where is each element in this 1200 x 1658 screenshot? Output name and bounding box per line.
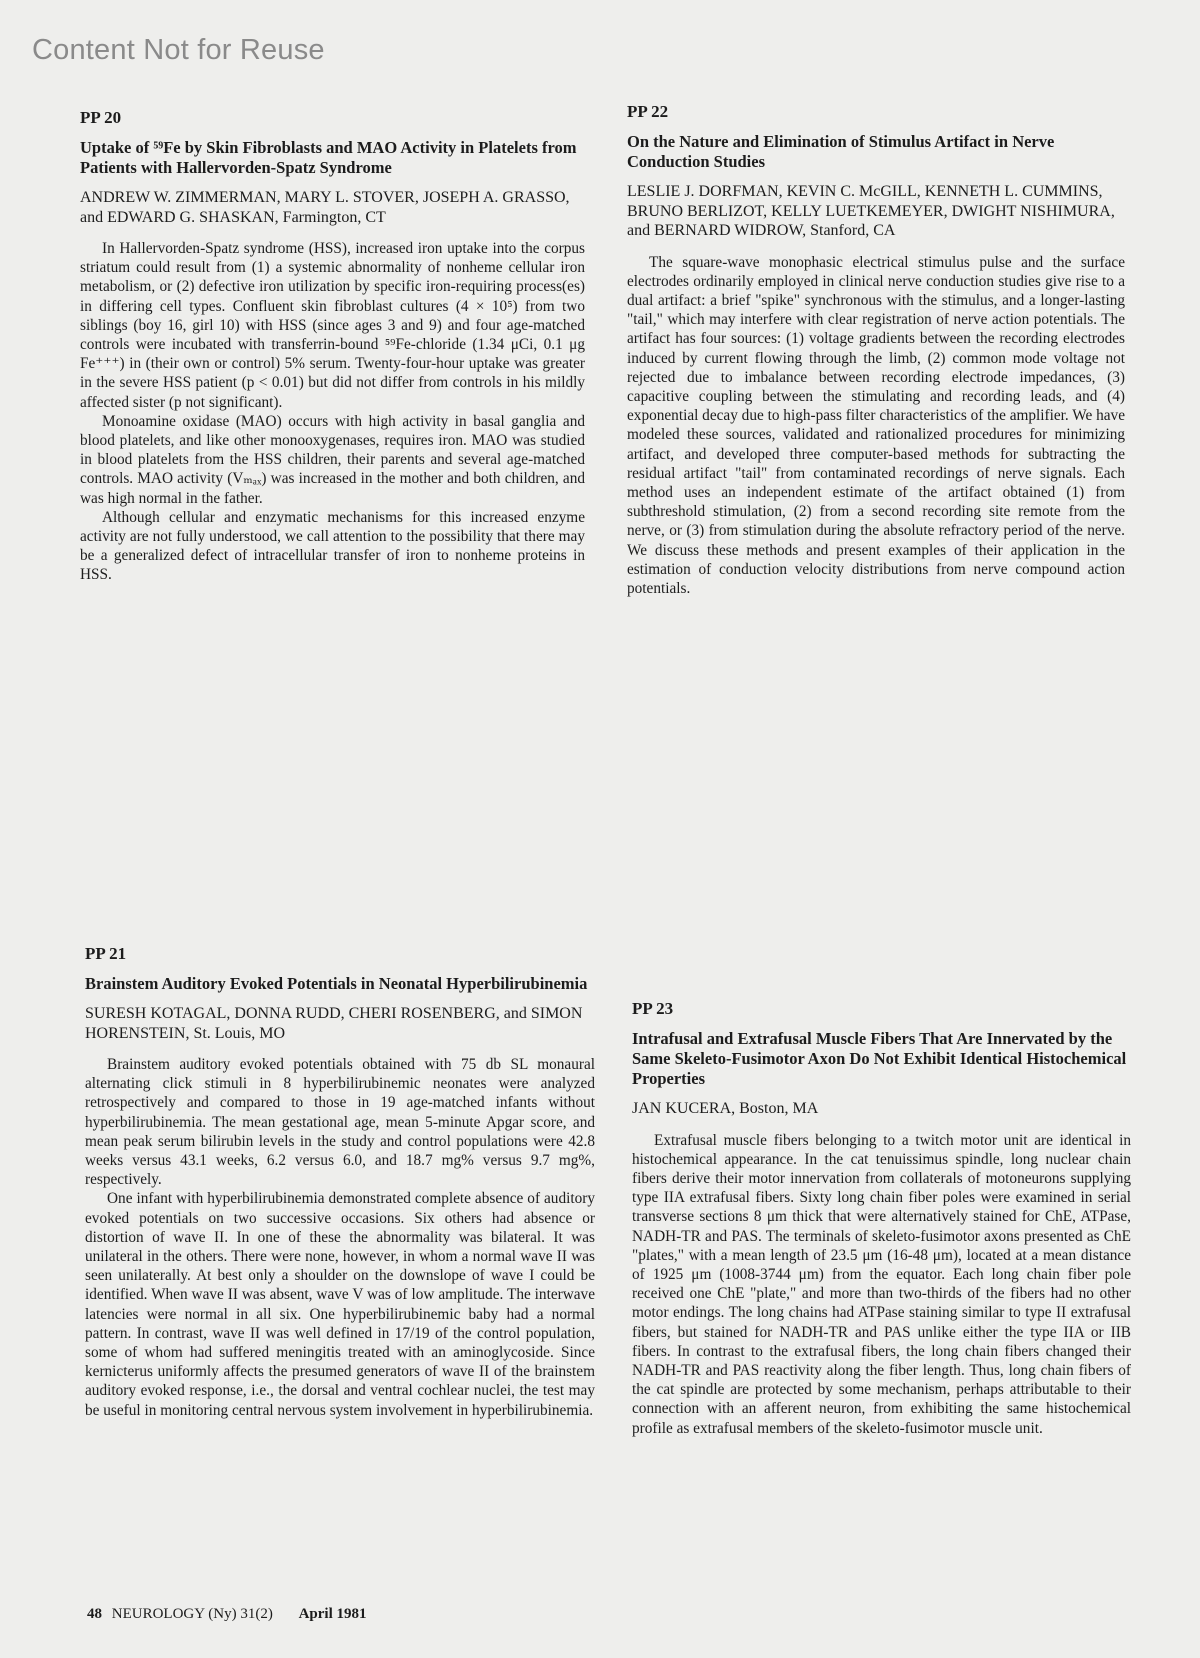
abstract-title: Intrafusal and Extrafusal Muscle Fibers That Are Innervated by the Same Skeleto-Fusimotor Axon Do Not Exhibit Identical Histochemical Properties <box>632 1029 1127 1088</box>
abstract-pp21 <box>85 944 595 1420</box>
abstract-paragraph: Brainstem auditory evoked potentials obtained with 75 db SL monaural alternating click stimuli in 8 hyperbilirubinemic neonates were analyzed retrospectively and compared to those in 19 age-matched infants without hyperbilirubinemia. The mean gestational age, mean 5-minute Apgar score, and mean peak serum bilirubin levels in the study and control populations were 42.8 weeks versus 43.1 weeks, 6.2 versus 6.0, and 18.7 mg% versus 9.7 mg%, respectively. <box>85 1056 595 1189</box>
abstract-id: PP 22 <box>627 102 669 121</box>
abstract-id: PP 23 <box>632 999 674 1018</box>
abstract-paragraph: The square-wave monophasic electrical stimulus pulse and the surface electrodes ordinarily employed in clinical nerve conduction studies give rise to a dual artifact: a brief "spike" synchronous with the stimulus, and a longer-lasting "tail," which may interfere with clear registration of nerve action potentials. The artifact has four sources: (1) voltage gradients between the recording electrodes induced by current flowing through the limb, (2) common mode voltage not rejected due to imbalance between recording electrode impedances, (3) capacitive coupling between the stimulating and recording leads, and (4) exponential decay due to high-pass filter characteristics of the amplifier. We have modeled these sources, validated and rationalized procedures for minimizing artifact, and developed three computer-based methods for subtracting the residual artifact "tail" from contaminated recordings of nerve signals. Each method uses an independent estimate of the artifact obtained (1) from subthreshold stimulation, (2) from a second recording site remote from the nerve, or (3) from stimulation during the absolute refractory period of the nerve. We discuss these methods and present examples of their application in the estimation of conduction velocity distributions from nerve compound action potentials. <box>627 253 1125 597</box>
page-number: 48 <box>87 1606 102 1622</box>
abstract-paragraph: One infant with hyperbilirubinemia demonstrated complete absence of auditory evoked potentials on two successive occasions. Six others had absence or distortion of wave II. In one of these the abnormality was bilateral. It was unilateral in the others. There were none, however, in whom a normal wave II was seen unilaterally. At best only a shoulder on the downslope of wave I could be identified. When wave II was absent, wave V was of low amplitude. The interwave latencies were normal in all six. One hyperbilirubinemic baby had a normal pattern. In contrast, wave II was well defined in 17/19 of the control population, some of whom had suffered meningitis treated with an aminoglycoside. Since kernicterus uniformly affects the presumed generators of wave II of the brainstem auditory evoked response, i.e., the dorsal and ventral cochlear nuclei, the test may be useful in monitoring central nervous system involvement in hyperbilirubinemia. <box>85 1190 595 1419</box>
abstract-authors: ANDREW W. ZIMMERMAN, MARY L. STOVER, JOSEPH A. GRASSO, and EDWARD G. SHASKAN, Farmington, CT <box>80 189 570 226</box>
abstract-pp20 <box>80 108 585 585</box>
abstract-body <box>627 253 1125 599</box>
abstract-title: Uptake of ⁵⁹Fe by Skin Fibroblasts and MAO Activity in Platelets from Patients with Hallervorden-Spatz Syndrome <box>80 138 577 177</box>
abstract-pp22 <box>627 102 1125 598</box>
journal-citation: NEUROLOGY (Ny) 31(2) <box>111 1606 273 1622</box>
abstract-title: Brainstem Auditory Evoked Potentials in Neonatal Hyperbilirubinemia <box>85 974 588 993</box>
abstract-id: PP 20 <box>80 108 122 127</box>
abstract-body <box>80 239 585 585</box>
abstract-id: PP 21 <box>85 944 127 963</box>
page-footer <box>87 1606 373 1623</box>
abstract-title: On the Nature and Elimination of Stimulus Artifact in Nerve Conduction Studies <box>627 132 1055 171</box>
issue-date: April 1981 <box>298 1606 367 1622</box>
abstract-pp23 <box>632 999 1131 1438</box>
watermark: Content Not for Reuse <box>32 34 325 66</box>
abstract-paragraph: In Hallervorden-Spatz syndrome (HSS), increased iron uptake into the corpus striatum could result from (1) a systemic abnormality of nonheme cellular iron metabolism, or (2) defective iron utilization by specific iron-requiring process(es) in differing cell types. Confluent skin fibroblast cultures (4 × 10⁵) from two siblings (boy 16, girl 10) with HSS (since ages 3 and 9) and four age-matched controls were incubated with transferrin-bound ⁵⁹Fe-chloride (1.34 μCi, 0.1 μg Fe⁺⁺⁺) in (their own or control) 5% serum. Twenty-four-hour uptake was greater in the severe HSS patient (p < 0.01) but did not differ from controls in his mildly affected sister (p not significant). <box>80 240 585 411</box>
abstract-paragraph: Extrafusal muscle fibers belonging to a twitch motor unit are identical in histochemical appearance. In the cat tenuissimus spindle, long nuclear chain fibers derive their motor innervation from collaterals of motoneurons supplying type IIA extrafusal fibers. Sixty long chain fiber poles were examined in serial transverse sections 8 μm thick that were alternatively stained for ChE, ATPase, NADH-TR and PAS. The terminals of skeleto-fusimotor axons presented as ChE "plates," with a mean length of 23.5 μm (16-48 μm), located at a mean distance of 1925 μm (1008-3744 μm) from the equator. Each long chain fiber pole received one ChE "plate," and more than two-thirds of the fibers had no other motor endings. The long chains had ATPase staining similar to type II extrafusal fibers, but stained for NADH-TR and PAS unlike either the type IIA or IIB fibers. In contrast to the extrafusal fibers, the long chain fibers changed their NADH-TR and PAS reactivity along the fiber length. Thus, long chain fibers of the cat spindle are protected by some mechanism, perhaps attributable to their connection with an afferent neuron, from exhibiting the same histochemical profile as extrafusal members of the skeleto-fusimotor muscle unit. <box>632 1131 1131 1437</box>
abstract-body <box>85 1055 595 1420</box>
abstract-authors: LESLIE J. DORFMAN, KEVIN C. McGILL, KENNETH L. CUMMINS, BRUNO BERLIZOT, KELLY LUETKEMEYER, DWIGHT NISHIMURA, and BERNARD WIDROW, Stanford, CA <box>627 183 1115 239</box>
abstract-paragraph: Although cellular and enzymatic mechanisms for this increased enzyme activity are not fully understood, we call attention to the possibility that there may be a generalized defect of intracellular transfer of iron to nonheme proteins in HSS. <box>80 508 585 584</box>
abstract-authors: SURESH KOTAGAL, DONNA RUDD, CHERI ROSENBERG, and SIMON HORENSTEIN, St. Louis, MO <box>85 1005 583 1042</box>
abstract-paragraph: Monoamine oxidase (MAO) occurs with high activity in basal ganglia and blood platelets, and like other monooxygenases, requires iron. MAO was studied in blood platelets from the HSS children, their parents and several age-matched controls. MAO activity (Vₘₐₓ) was increased in the mother and both children, and was high normal in the father. <box>80 412 585 507</box>
abstract-body <box>632 1131 1131 1438</box>
abstract-authors: JAN KUCERA, Boston, MA <box>632 1100 819 1117</box>
